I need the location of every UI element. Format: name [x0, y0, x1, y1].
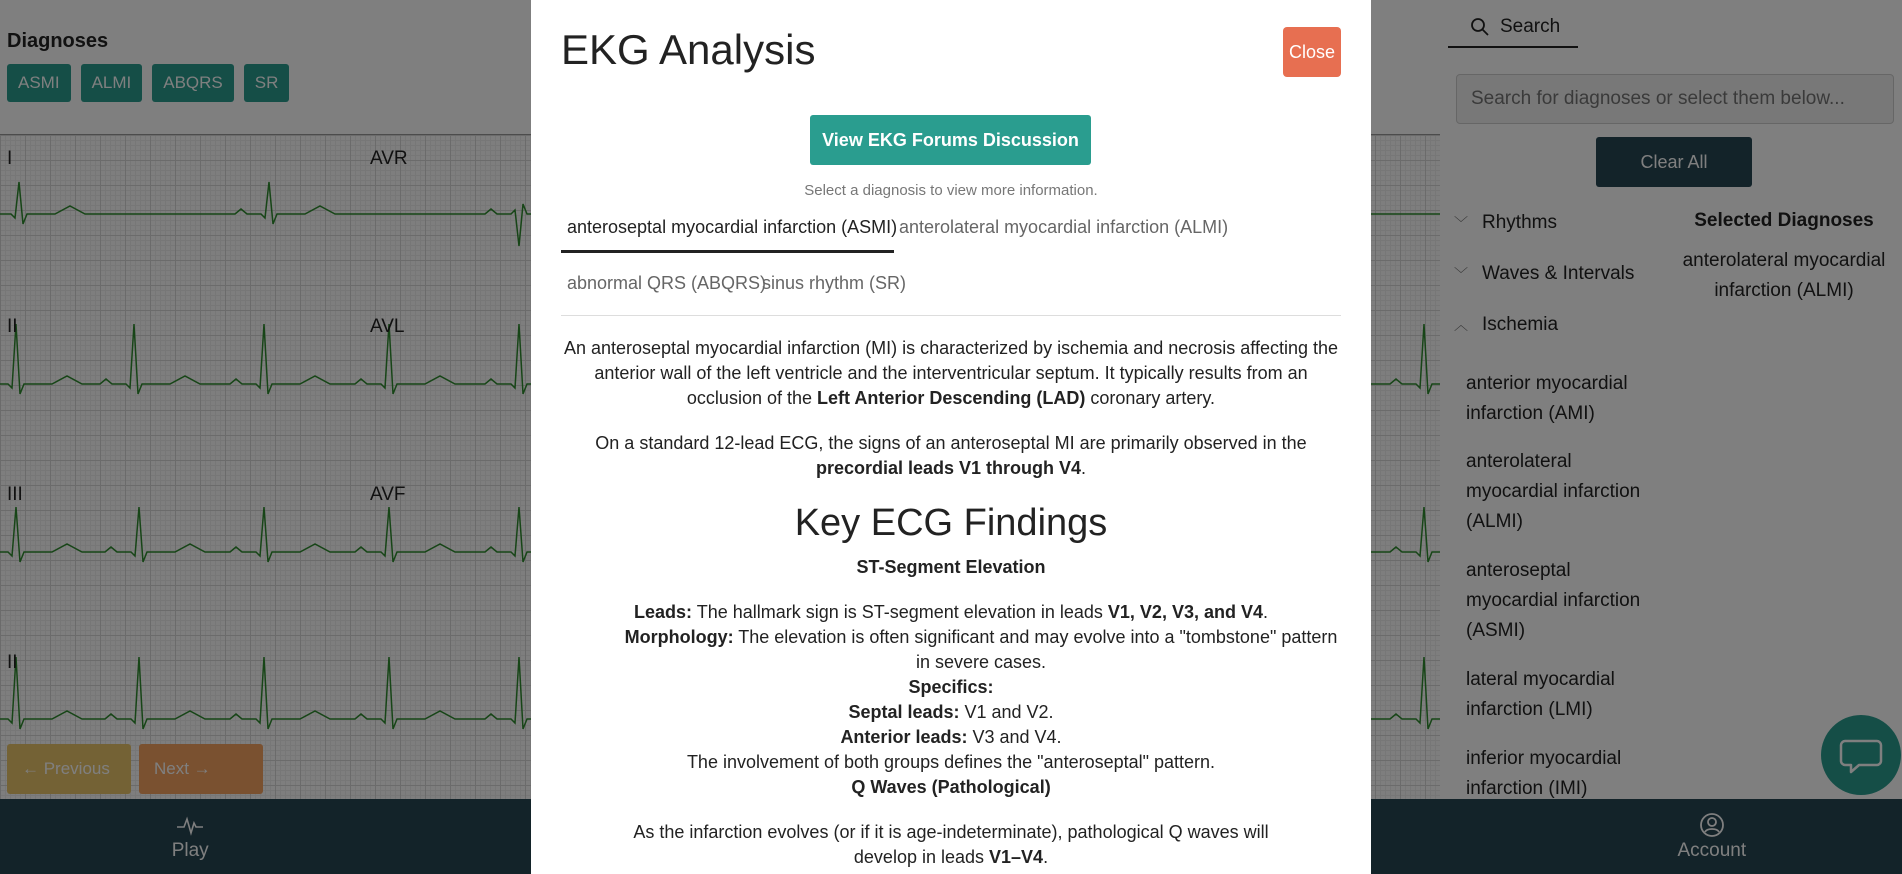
septal-leads-line: Septal leads: V1 and V2.	[848, 702, 1054, 722]
ekg-analysis-modal	[531, 0, 1371, 874]
st-elevation-subheading: ST-Segment Elevation	[856, 557, 1046, 577]
active-tab-indicator	[561, 250, 894, 253]
tab-asmi[interactable]: anteroseptal myocardial infarction (ASMI)	[567, 217, 898, 237]
anterior-leads-line: Anterior leads: V3 and V4.	[840, 727, 1062, 747]
modal-title: EKG Analysis	[561, 26, 816, 73]
tab-divider	[561, 315, 1341, 316]
morphology-line: Morphology: The elevation is often significant and may evolve into a "tombstone" pattern in severe cases.	[624, 627, 1338, 672]
q-waves-subheading: Q Waves (Pathological)	[851, 777, 1051, 797]
specifics-line: Specifics:	[908, 677, 994, 697]
involvement-line: The involvement of both groups defines the "anteroseptal" pattern.	[686, 752, 1216, 772]
q-waves-paragraph: As the infarction evolves (or if it is age-indeterminate), pathological Q waves will develop in leads V1–V4.	[633, 822, 1269, 867]
findings-heading: Key ECG Findings	[794, 502, 1108, 544]
diagnosis-content	[561, 336, 1341, 874]
leads-line: Leads: The hallmark sign is ST-segment elevation in leads V1, V2, V3, and V4.	[634, 602, 1268, 622]
tab-almi[interactable]: anterolateral myocardial infarction (ALMI)	[899, 217, 1229, 237]
view-forums-discussion-button[interactable]: View EKG Forums Discussion	[810, 115, 1091, 165]
st-elevation-findings	[561, 600, 1341, 800]
tab-abqrs[interactable]: abnormal QRS (ABQRS)	[567, 273, 767, 293]
intro-paragraph-2: On a standard 12-lead ECG, the signs of an anteroseptal MI are primarily observed in the precordial leads V1 through V4.	[595, 433, 1307, 478]
tab-sr[interactable]: sinus rhythm (SR)	[762, 273, 907, 293]
close-button[interactable]: Close	[1283, 27, 1341, 77]
intro-paragraph-1: An anteroseptal myocardial infarction (MI) is characterized by ischemia and necrosis affecting the anterior wall of the left ventricle and the interventricular septum. It typically results from an occlusion of the Left Anterior Descending (LAD) coronary artery.	[563, 338, 1339, 408]
diagnosis-hint: Select a diagnosis to view more information.	[804, 182, 1098, 199]
